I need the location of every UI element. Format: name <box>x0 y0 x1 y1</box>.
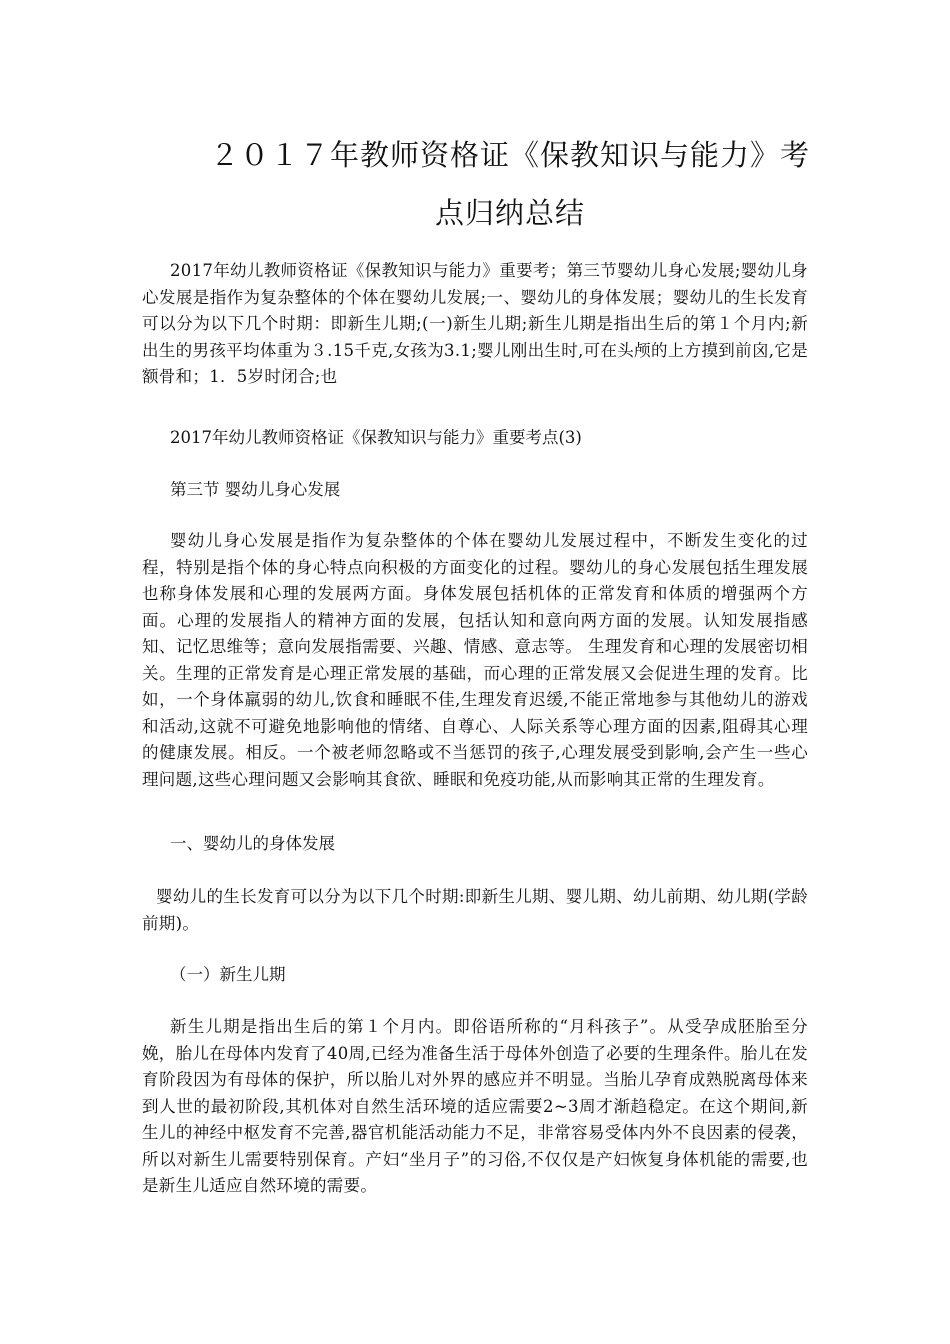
section-body-paragraph: 婴幼儿身心发展是指作为复杂整体的个体在婴幼儿发展过程中，不断发生变化的过程，特别是指个体的身心特点向积极的方面变化的过程。婴幼儿的身心发展包括生理发展也称身体发展和心理的发展两方面。身体发展包括机体的正常发育和体质的增强两个方面。心理的发展指人的精神方面的发展，包括认知和意向两方面的发展。认知发展指感知、记忆思维等；意向发展指需要、兴趣、情感、意志等。 生理发育和心理的发展密切相关。生理的正常发育是心理正常发展的基础，而心理的正常发展又会促进生理的发育。比如，一个身体羸弱的幼儿,饮食和睡眠不佳,生理发育迟缓,不能正常地参与其他幼儿的游戏和活动,这就不可避免地影响他的情绪、自尊心、人际关系等心理方面的因素,阻碍其心理的健康发展。相反。一个被老师忽略或不当惩罚的孩子,心理发展受到影响,会产生一些心理问题,这些心理问题又会影响其食欲、睡眠和免疫功能,从而影响其正常的生理发育。 <box>142 531 808 789</box>
heading-newborn-period: （一）新生儿期 <box>170 965 286 984</box>
newborn-paragraph: 新生儿期是指出生后的第１个月内。即俗语所称的“月科孩子”。从受孕成胚胎至分娩，胎儿在母体内发育了40周,已经为准备生活于母体外创造了必要的生理条件。胎儿在发育阶段因为有母体的保护，所以胎儿对外界的感应并不明显。当胎儿孕育成熟脱离母体来到人世的最初阶段,其机体对自然生活环境的适应需要2~3周才渐趋稳定。在这个期间,新生儿的神经中枢发育不完善,器官机能活动能力不足，非常容易受体内外不良因素的侵袭，所以对新生儿需要特别保育。产妇“坐月子”的习俗,不仅仅是产妇恢复身体机能的需要,也是新生儿适应自然环境的需要。 <box>142 1017 808 1195</box>
section-heading: 第三节 婴幼儿身心发展 <box>170 480 341 499</box>
document-title-line-2: 点归纳总结 <box>434 196 585 230</box>
heading-body-development: 一、婴幼儿的身体发展 <box>170 834 335 853</box>
document-title-line-1: ２０１７年教师资格证《保教知识与能力》考 <box>209 138 810 172</box>
subtitle: 2017年幼儿教师资格证《保教知识与能力》重要考点(3) <box>170 428 582 447</box>
summary-paragraph: 2017年幼儿教师资格证《保教知识与能力》重要考；第三节婴幼儿身心发展;婴幼儿身心发展是指作为复杂整体的个体在婴幼儿发展;一、婴幼儿的身体发展；婴幼儿的生长发育可以分为以下几个时期：即新生儿期;(一)新生儿期;新生儿期是指出生后的第１个月内;新出生的男孩平均体重为３.15千克,女孩为3.1;婴儿刚出生时,可在头颅的上方摸到前囟,它是额骨和；1．5岁时闭合;也 <box>142 261 808 386</box>
periods-paragraph: 婴幼儿的生长发育可以分为以下几个时期:即新生儿期、婴儿期、幼儿前期、幼儿期(学龄前期)。 <box>142 887 808 933</box>
